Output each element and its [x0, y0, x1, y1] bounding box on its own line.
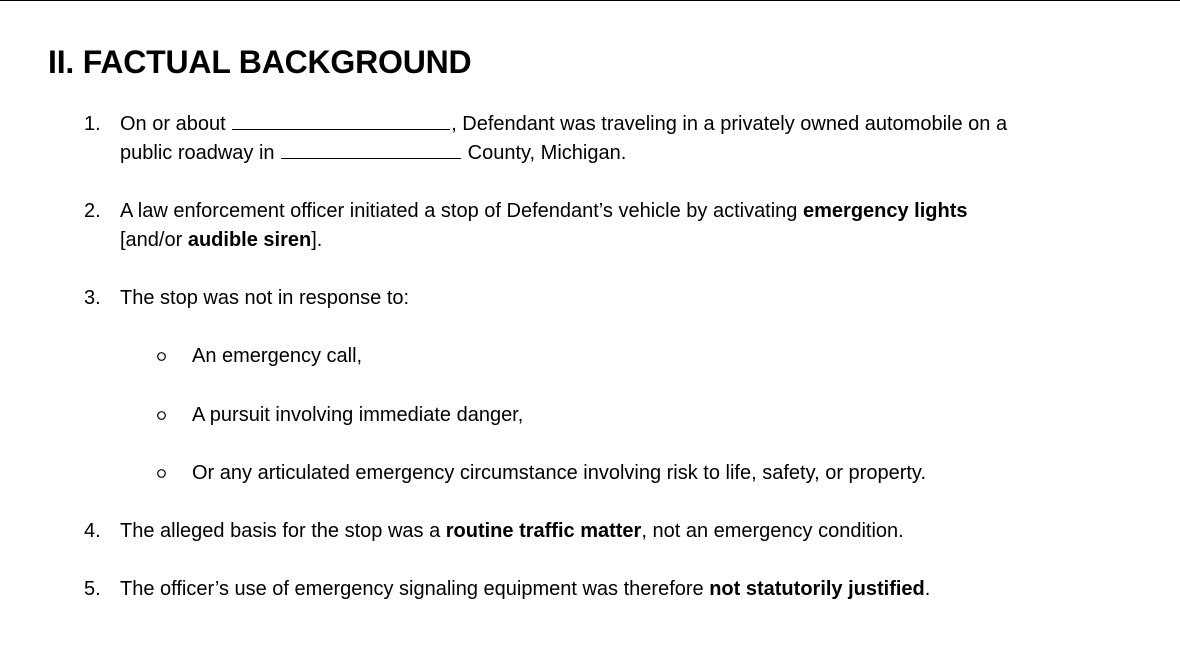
paragraph-text: The stop was not in response to:	[120, 287, 410, 309]
section-heading: II. FACTUAL BACKGROUND	[48, 44, 472, 80]
paragraph-line	[120, 110, 1007, 139]
date-lead-text: On or about	[120, 113, 226, 135]
paragraph-text: ].	[311, 229, 323, 251]
top-border	[0, 0, 1180, 1]
county-trail-text: County, Michigan.	[467, 142, 627, 164]
paragraph-text: The alleged basis for the stop was a	[120, 520, 446, 542]
paragraph-text: .	[924, 578, 931, 600]
paragraph-line	[120, 226, 968, 255]
emphasis-text: emergency lights	[803, 200, 968, 222]
paragraph-text: [and/or	[120, 229, 188, 251]
list-item	[0, 401, 1180, 430]
emphasis-text: audible siren	[187, 229, 312, 251]
paragraph-text: , not an emergency condition.	[641, 520, 904, 542]
paragraph-number: 3.	[84, 287, 101, 309]
hollow-bullet-icon	[156, 410, 167, 421]
emphasis-text: not statutorily justified	[709, 578, 925, 600]
paragraph-line	[120, 575, 930, 604]
hollow-bullet-icon	[156, 351, 167, 362]
paragraph-body	[120, 517, 904, 546]
list-item	[0, 459, 1180, 488]
list-item-text: Or any articulated emergency circumstance involving risk to life, safety, or property.	[192, 462, 926, 484]
paragraph-body	[120, 197, 968, 255]
county-blank-field[interactable]	[281, 142, 461, 159]
paragraph-number: 5.	[84, 578, 101, 600]
paragraph-number: 2.	[84, 200, 101, 222]
date-trail-text: , Defendant was traveling in a privately owned automobile on a	[451, 113, 1008, 135]
paragraph-number: 1.	[84, 113, 101, 135]
paragraph-line	[120, 139, 1007, 168]
list-item	[0, 342, 1180, 371]
paragraph-line	[120, 197, 968, 226]
paragraph-text: The officer’s use of emergency signaling equipment was therefore	[120, 578, 710, 600]
list-item-text: A pursuit involving immediate danger,	[192, 404, 524, 426]
paragraph-body	[120, 575, 930, 604]
paragraph-body	[120, 284, 409, 313]
paragraph-line	[120, 517, 904, 546]
hollow-bullet-icon	[156, 468, 167, 479]
emphasis-text: routine traffic matter	[445, 520, 642, 542]
paragraph-number: 4.	[84, 520, 101, 542]
paragraph-text: A law enforcement officer initiated a stop of Defendant’s vehicle by activating	[120, 200, 803, 222]
county-lead-text: public roadway in	[120, 142, 275, 164]
paragraph-body	[120, 110, 1007, 168]
list-item-text: An emergency call,	[192, 345, 363, 367]
date-blank-field[interactable]	[232, 113, 450, 130]
